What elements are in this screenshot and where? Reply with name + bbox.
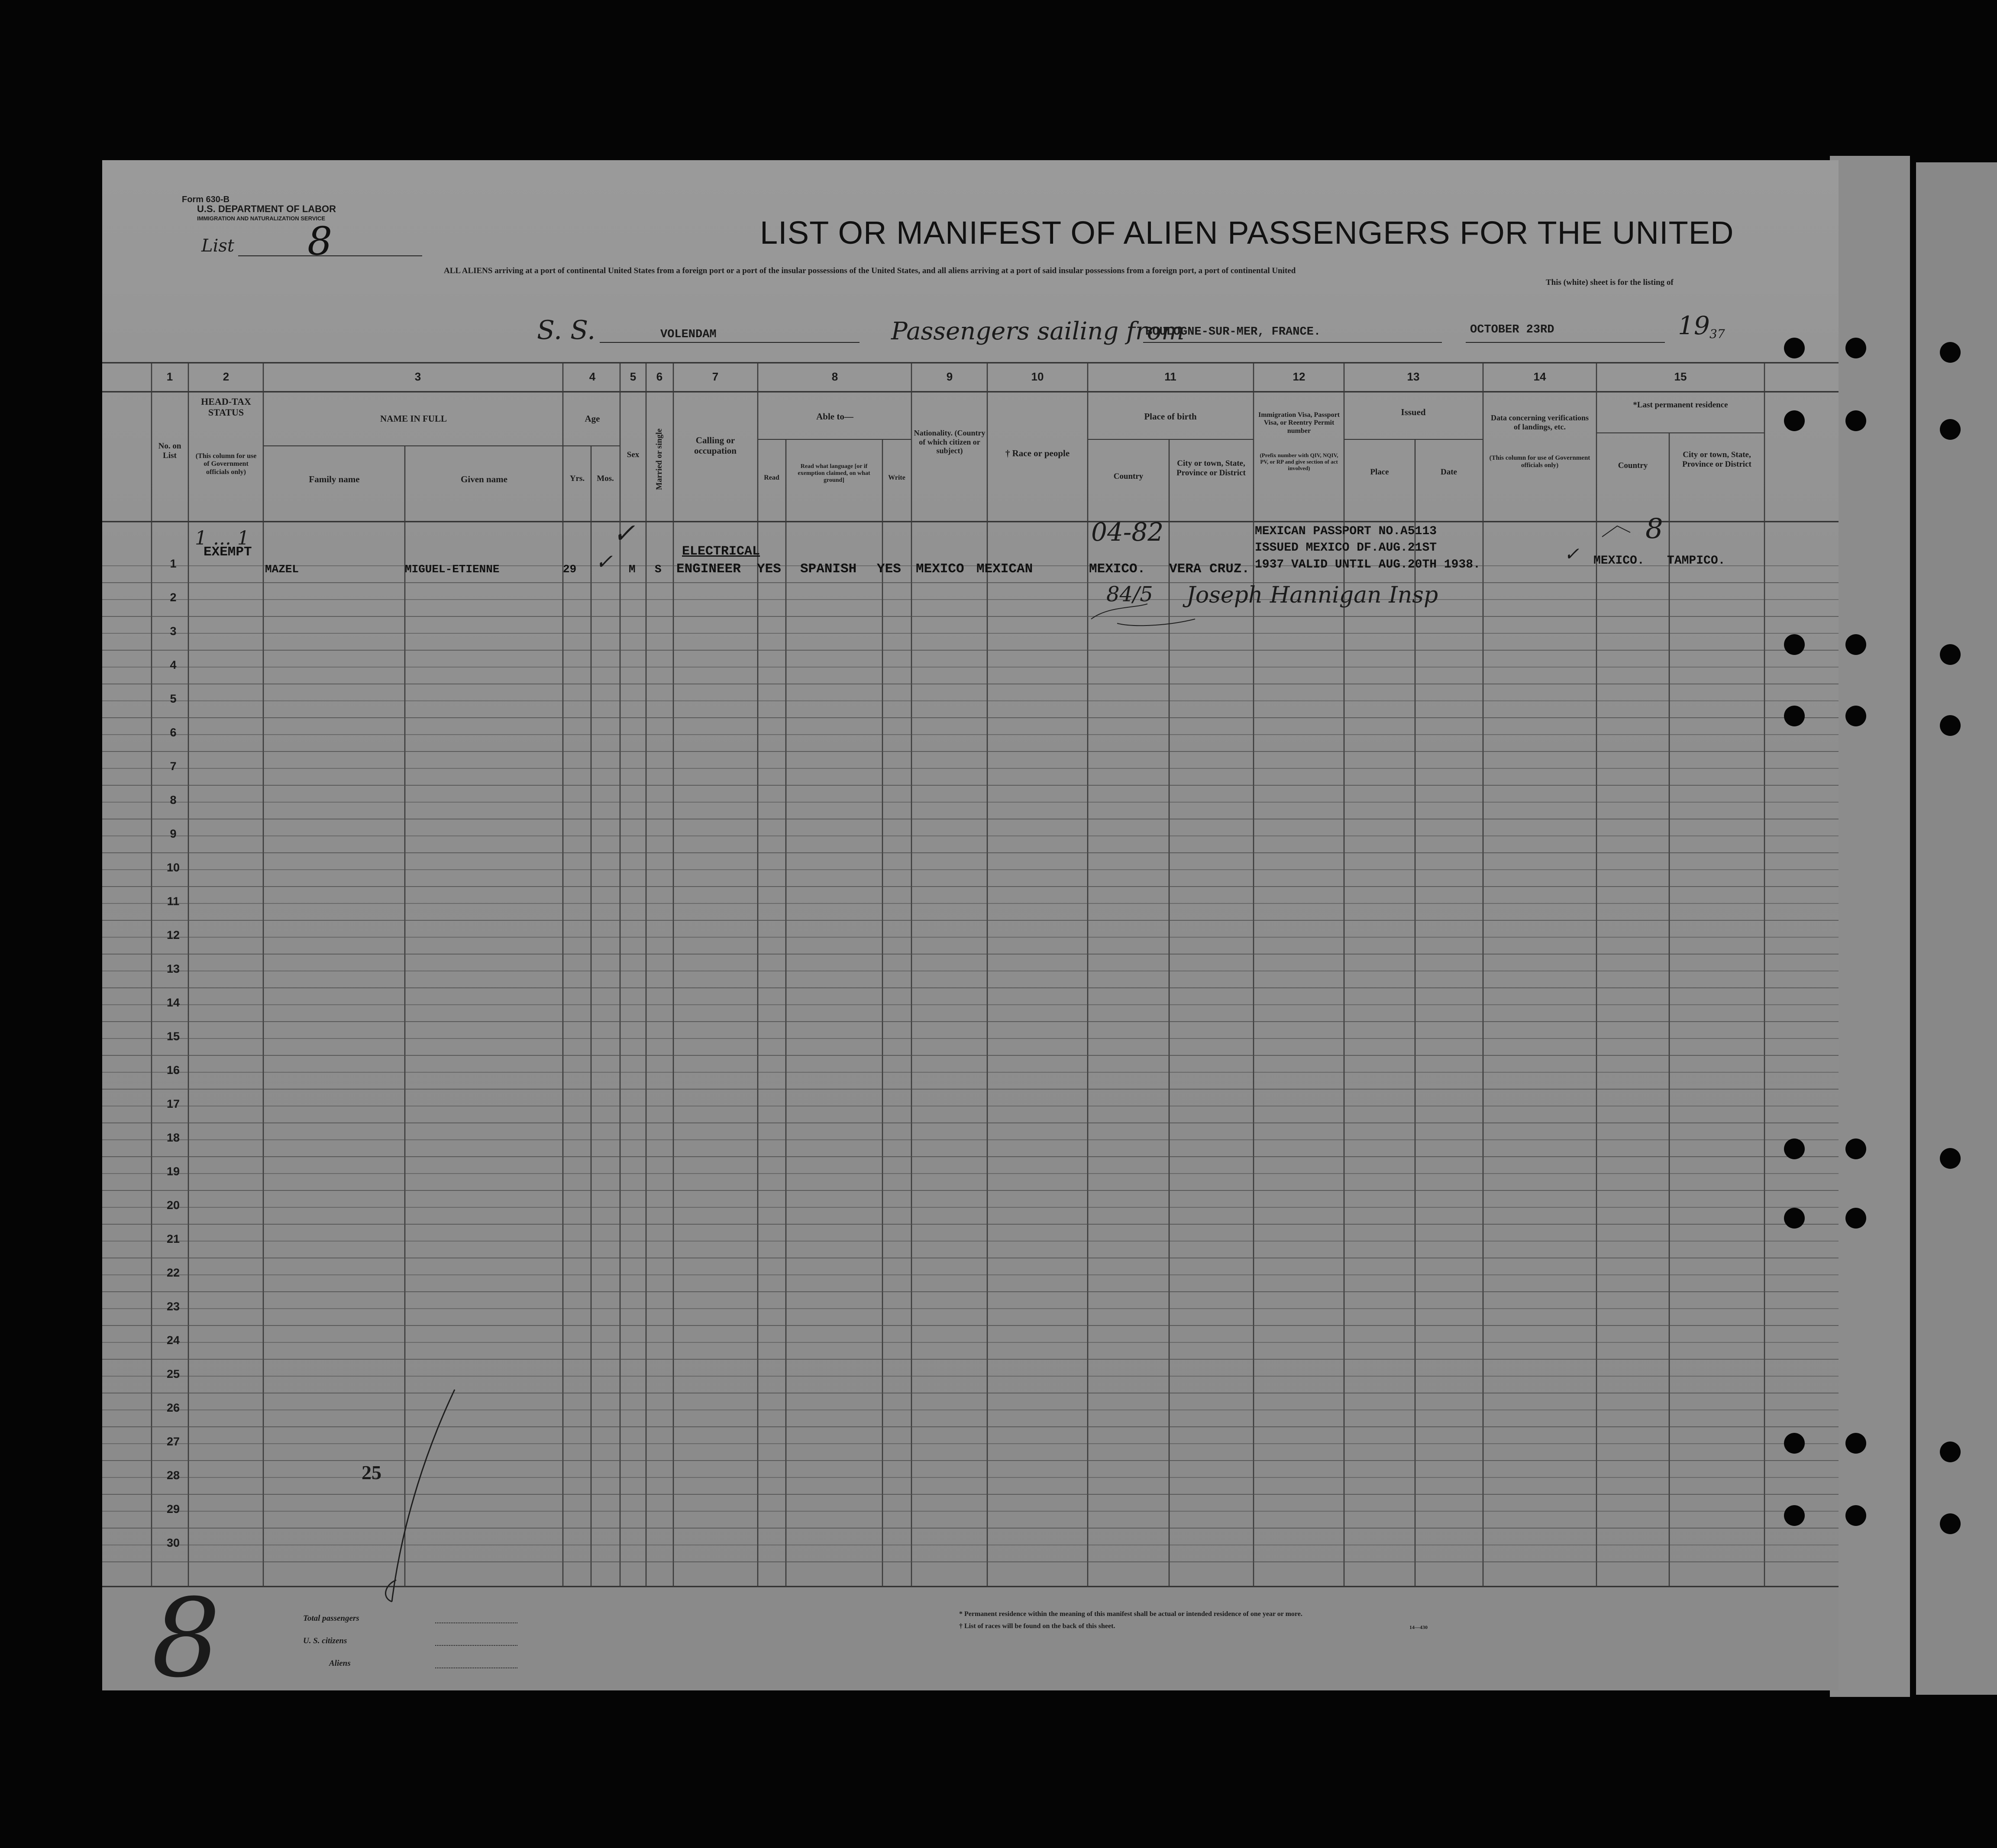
header-verification: Data concerning verifications of landings, etc.: [1491, 413, 1589, 431]
row-number-18: 18: [166, 1131, 180, 1144]
column-number-11: 11: [1164, 370, 1176, 383]
occupation-line-1: ELECTRICAL: [682, 544, 760, 559]
header-visa-note: (Prefix number with QIV, NQIV, PV, or RP and give section of act involved): [1260, 452, 1338, 471]
birth-handwritten-note: 04-82: [1091, 517, 1164, 547]
header-age: Age: [585, 413, 600, 424]
punch-hole: [1784, 1208, 1805, 1229]
footer-total-line: [435, 1622, 517, 1623]
row-number-19: 19: [166, 1165, 180, 1178]
header-res-city: City or town, State, Province or District: [1682, 450, 1751, 469]
sailing-label: Passengers sailing from: [891, 317, 1185, 345]
ship-name: VOLENDAM: [660, 328, 717, 341]
row-number-29: 29: [166, 1503, 180, 1516]
header-nationality: Nationality. (Country of which citizen or subject): [914, 429, 986, 455]
fraction-handwritten-note: 84/5: [1106, 582, 1153, 606]
port-name: BOULOGNE-SUR-MER, FRANCE.: [1145, 326, 1321, 339]
header-able-to: Able to—: [816, 411, 853, 422]
footnote-races: † List of races will be found on the back of this sheet.: [959, 1622, 1115, 1630]
punch-hole: [1845, 338, 1866, 358]
passenger-read: YES: [757, 561, 781, 577]
footer-aliens-line: [435, 1667, 517, 1668]
header-issued-place: Place: [1370, 468, 1389, 477]
footnote-residence: * Permanent residence within the meaning of this manifest shall be actual or intended residence of one year or more.: [959, 1610, 1302, 1618]
header-birth-city: City or town, State, Province or District: [1176, 459, 1246, 477]
row-number-26: 26: [166, 1401, 180, 1414]
row-number-1: 1: [170, 557, 177, 570]
header-no-on-list: No. on List: [158, 442, 181, 460]
punch-hole: [1845, 410, 1866, 431]
punch-hole: [1940, 342, 1961, 363]
header-issued-date: Date: [1441, 468, 1457, 477]
ss-label: S. S.: [537, 315, 596, 345]
residence-city: TAMPICO.: [1667, 554, 1726, 568]
header-married: Married or single: [655, 428, 664, 490]
header-head-tax: HEAD-TAX STATUS: [201, 396, 251, 418]
passenger-family-name: MAZEL: [265, 563, 299, 576]
instructions-line-2: This (white) sheet is for the listing of: [1546, 278, 1674, 287]
row-number-25: 25: [166, 1367, 180, 1380]
passenger-language: SPANISH: [800, 561, 857, 577]
instructions-line-1: ALL ALIENS arriving at a port of continental United States from a foreign port or a port of the insular possessions of the United States, and all aliens arriving at a port of said insular possessions from a foreign port, a port of continental United: [444, 266, 1296, 275]
punch-hole: [1784, 410, 1805, 431]
row-number-14: 14: [166, 996, 180, 1009]
row-number-16: 16: [166, 1064, 180, 1077]
row-number-17: 17: [166, 1097, 180, 1110]
header-res-country: Country: [1618, 461, 1648, 470]
column-number-15: 15: [1674, 370, 1687, 383]
row-number-8: 8: [170, 793, 177, 806]
passenger-nationality: MEXICO: [916, 561, 964, 577]
list-number: 8: [307, 219, 333, 264]
department: U.S. DEPARTMENT OF LABOR: [197, 203, 336, 214]
column-number-3: 3: [414, 370, 421, 383]
row-number-20: 20: [166, 1199, 180, 1212]
header-birth-country: Country: [1113, 472, 1144, 481]
row-number-21: 21: [166, 1232, 180, 1245]
punch-hole: [1940, 1513, 1961, 1534]
column-number-5: 5: [630, 370, 637, 383]
header-write: Write: [888, 474, 905, 481]
head-tax-handwritten: 1 ... 1: [195, 527, 249, 549]
passenger-age-years: 29: [563, 563, 577, 576]
row-number-2: 2: [170, 591, 177, 604]
punch-hole: [1845, 1208, 1866, 1229]
passenger-race: MEXICAN: [976, 561, 1033, 577]
row-number-15: 15: [166, 1030, 180, 1043]
row-number-22: 22: [166, 1266, 180, 1279]
punch-hole: [1845, 1505, 1866, 1526]
header-age-mos: Mos.: [597, 474, 614, 483]
punch-hole: [1940, 715, 1961, 736]
passenger-write: YES: [877, 561, 901, 577]
year-prefix: 19: [1678, 311, 1710, 340]
punch-hole: [1784, 338, 1805, 358]
tally-number: 25: [362, 1461, 381, 1484]
header-age-yrs: Yrs.: [569, 474, 585, 483]
row-number-23: 23: [166, 1300, 180, 1313]
column-number-2: 2: [223, 370, 229, 383]
header-name-in-full: NAME IN FULL: [380, 413, 447, 424]
punch-hole: [1940, 419, 1961, 440]
punch-hole: [1784, 1138, 1805, 1159]
footer-total-label: Total passengers: [303, 1614, 359, 1623]
form-title: LIST OR MANIFEST OF ALIEN PASSENGERS FOR THE UNITED: [760, 215, 1734, 251]
birth-city: VERA CRUZ.: [1169, 561, 1250, 577]
form-code: 14—430: [1409, 1624, 1428, 1630]
footer-aliens-label: Aliens: [329, 1659, 351, 1668]
year-suffix: 37: [1709, 327, 1725, 341]
header-calling: Calling or occupation: [694, 435, 737, 456]
punch-hole: [1940, 1148, 1961, 1169]
header-head-tax-note: (This column for use of Government officials only): [195, 452, 257, 476]
visa-line-3: 1937 VALID UNTIL AUG.20TH 1938.: [1255, 558, 1480, 571]
head-tax-status: EXEMPT: [204, 545, 252, 560]
row-number-3: 3: [170, 625, 177, 638]
header-last-residence: *Last permanent residence: [1633, 400, 1728, 410]
row-number-5: 5: [170, 692, 177, 705]
residence-country: MEXICO.: [1593, 554, 1645, 568]
footer-citizens-line: [435, 1645, 517, 1646]
row-number-27: 27: [166, 1435, 180, 1448]
header-place-of-birth: Place of birth: [1144, 411, 1197, 422]
row-number-13: 13: [166, 962, 180, 975]
header-issued: Issued: [1401, 407, 1426, 417]
column-number-7: 7: [712, 370, 719, 383]
margin-mark: 8: [152, 1575, 221, 1701]
column-number-10: 10: [1031, 370, 1044, 383]
header-visa: Immigration Visa, Passport Visa, or Reentry Permit number: [1258, 411, 1340, 435]
column-number-8: 8: [831, 370, 838, 383]
occupation-line-2: ENGINEER: [676, 561, 741, 577]
punch-hole: [1845, 1138, 1866, 1159]
column-number-4: 4: [589, 370, 596, 383]
visa-line-1: MEXICAN PASSPORT NO.A5113: [1255, 525, 1437, 538]
punch-hole: [1784, 1433, 1805, 1454]
header-given-name: Given name: [461, 474, 507, 484]
row-number-12: 12: [166, 929, 180, 942]
punch-hole: [1940, 644, 1961, 665]
punch-hole: [1845, 1433, 1866, 1454]
column-number-14: 14: [1533, 370, 1546, 383]
row-number-28: 28: [166, 1469, 180, 1482]
birth-country: MEXICO.: [1089, 561, 1146, 577]
punch-hole: [1845, 634, 1866, 655]
row-number-10: 10: [166, 861, 180, 874]
header-read: Read: [764, 474, 779, 481]
header-family-name: Family name: [309, 474, 360, 484]
list-label: List: [201, 236, 234, 256]
residence-handwritten-note: 8: [1645, 513, 1663, 545]
header-verification-note: (This column for use of Government officials only): [1489, 455, 1590, 469]
inspector-signature: Joseph Hannigan Insp: [1186, 582, 1438, 608]
column-number-13: 13: [1407, 370, 1420, 383]
verification-check-mark: ✓: [1564, 543, 1580, 564]
column-number-6: 6: [656, 370, 663, 383]
column-number-12: 12: [1293, 370, 1305, 383]
age-check-mark: ✓: [595, 550, 613, 574]
footer-citizens-label: U. S. citizens: [303, 1636, 347, 1645]
row-number-11: 11: [167, 895, 180, 908]
column-number-9: 9: [946, 370, 953, 383]
passenger-marital: S: [655, 563, 662, 576]
punch-hole: [1845, 706, 1866, 726]
row-number-7: 7: [170, 760, 177, 773]
service: IMMIGRATION AND NATURALIZATION SERVICE: [197, 215, 326, 222]
sex-check-mark: ✓: [613, 517, 635, 549]
form-number: Form 630-B: [182, 195, 230, 204]
header-read-language: Read what language [or if exemption claimed, on what ground]: [798, 463, 870, 484]
visa-line-2: ISSUED MEXICO DF.AUG.21ST: [1255, 541, 1437, 555]
punch-hole: [1784, 706, 1805, 726]
header-race: † Race or people: [1005, 448, 1070, 458]
row-number-9: 9: [170, 827, 177, 840]
row-number-4: 4: [170, 658, 177, 671]
column-number-1: 1: [166, 370, 173, 383]
header-sex: Sex: [627, 450, 640, 459]
sailing-date: OCTOBER 23RD: [1470, 323, 1554, 336]
punch-hole: [1784, 1505, 1805, 1526]
row-number-6: 6: [170, 726, 177, 739]
punch-hole: [1784, 634, 1805, 655]
passenger-sex: M: [629, 563, 636, 576]
row-number-30: 30: [166, 1536, 180, 1549]
row-number-24: 24: [166, 1334, 180, 1347]
passenger-given-name: MIGUEL-ETIENNE: [405, 563, 500, 576]
punch-hole: [1940, 1442, 1961, 1462]
